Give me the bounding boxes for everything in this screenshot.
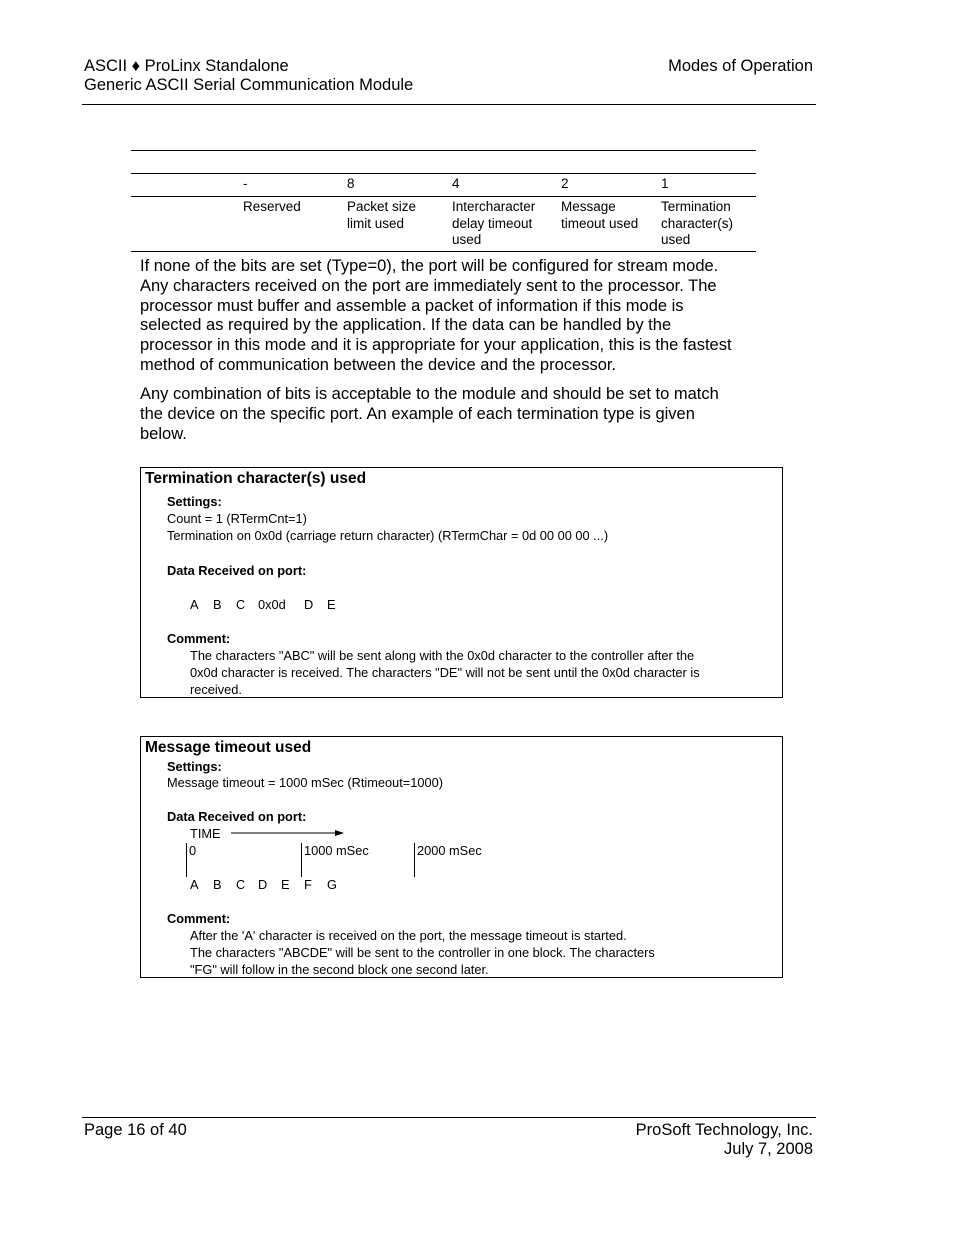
data-received-label: Data Received on port: xyxy=(167,809,307,824)
time-mark: 2000 mSec xyxy=(417,843,482,858)
settings-line: Count = 1 (RTermCnt=1) xyxy=(167,511,307,526)
bit-value: - xyxy=(243,176,248,191)
time-mark: 1000 mSec xyxy=(304,843,369,858)
bit-value: 4 xyxy=(452,176,460,191)
data-char: A xyxy=(190,597,199,612)
comment-line: received. xyxy=(190,682,242,697)
data-char: G xyxy=(327,877,337,892)
box-title: Termination character(s) used xyxy=(145,470,367,487)
footer-date: July 7, 2008 xyxy=(724,1140,813,1158)
header-section: Modes of Operation xyxy=(668,57,813,75)
bit-value: 1 xyxy=(661,176,669,191)
page-number: Page 16 of 40 xyxy=(84,1121,187,1139)
data-char: A xyxy=(190,877,199,892)
box-title: Message timeout used xyxy=(145,739,312,756)
message-timeout-example-box xyxy=(140,736,783,978)
paragraph-stream-mode: If none of the bits are set (Type=0), the port will be configured for stream mode. Any characters received on the port are immediately sent to the processor. The processor must buffer and assemble a packet of information if this mode is selected as required by the application. If the data can be handled by the processor in this mode and it is appropriate for your application, this is the fastest method of communication between the device and the processor. xyxy=(140,257,732,374)
bit-label: Reserved xyxy=(243,199,301,214)
bit-label: Intercharacter delay timeout used xyxy=(452,199,536,247)
comment-label: Comment: xyxy=(167,911,231,926)
bit-label: Message timeout used xyxy=(561,199,639,231)
data-char: 0x0d xyxy=(258,597,286,612)
data-received-label: Data Received on port: xyxy=(167,563,307,578)
table-rule-top xyxy=(131,150,756,151)
bit-label: Termination character(s) used xyxy=(661,199,734,247)
header-rule xyxy=(82,104,816,105)
data-char: D xyxy=(258,877,268,892)
footer-company: ProSoft Technology, Inc. xyxy=(635,1121,813,1139)
time-mark: 0 xyxy=(189,843,197,858)
time-mark-line xyxy=(301,843,302,877)
termination-example-box xyxy=(140,467,783,698)
settings-label: Settings: xyxy=(167,494,222,509)
table-rule-2 xyxy=(131,196,756,197)
time-mark-line xyxy=(186,843,187,877)
bit-label: Packet size limit used xyxy=(347,199,417,231)
bit-value: 2 xyxy=(561,176,569,191)
time-mark-line xyxy=(414,843,415,877)
footer-rule xyxy=(82,1117,816,1118)
comment-line: The characters "ABC" will be sent along with the 0x0d character to the controller after the xyxy=(190,648,695,663)
data-char: E xyxy=(327,597,336,612)
comment-line: The characters "ABCDE" will be sent to the controller in one block. The characters xyxy=(190,945,655,960)
data-char: E xyxy=(281,877,290,892)
data-char: B xyxy=(213,877,222,892)
data-char: C xyxy=(236,597,246,612)
settings-line: Message timeout = 1000 mSec (Rtimeout=1000) xyxy=(167,775,443,790)
comment-line: 0x0d character is received. The characters "DE" will not be sent until the 0x0d character is xyxy=(190,665,700,680)
paragraph-combination: Any combination of bits is acceptable to the module and should be set to match the device on the specific port. An example of each termination type is given below. xyxy=(140,385,719,443)
time-label: TIME xyxy=(190,826,221,841)
data-char: D xyxy=(304,597,314,612)
time-arrow-icon xyxy=(231,827,347,839)
data-char: F xyxy=(304,877,312,892)
settings-line: Termination on 0x0d (carriage return character) (RTermChar = 0d 00 00 00 ...) xyxy=(167,528,609,543)
bit-value: 8 xyxy=(347,176,355,191)
table-rule-bottom xyxy=(131,251,756,252)
data-char: C xyxy=(236,877,246,892)
header-product: ASCII ♦ ProLinx Standalone xyxy=(84,57,289,75)
header-module: Generic ASCII Serial Communication Module xyxy=(84,76,414,94)
comment-line: After the 'A' character is received on the port, the message timeout is started. xyxy=(190,928,627,943)
settings-label: Settings: xyxy=(167,759,222,774)
data-char: B xyxy=(213,597,222,612)
table-rule-1 xyxy=(131,173,756,174)
comment-label: Comment: xyxy=(167,631,231,646)
comment-line: "FG" will follow in the second block one second later. xyxy=(190,962,489,977)
